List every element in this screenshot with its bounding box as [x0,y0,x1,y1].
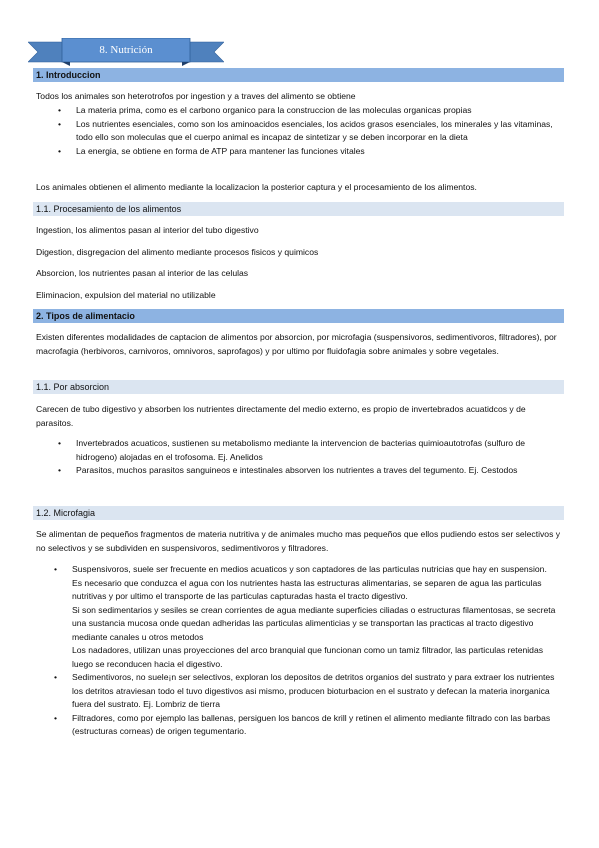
list-item: • La energia, se obtiene en forma de ATP para mantener las funciones vitales [58,145,564,159]
list-item: • Invertebrados acuaticos, sustienen su metabolismo mediante la intervencion de bacterias quimioautotrofas (sulfuro de hidrogeno) alojadas en el trofosoma. Ej. Anelidos [58,437,558,464]
ingestion-paragraph: Ingestion, los alimentos pasan al interior del tubo digestivo [36,225,259,235]
suspensivoros-nadadores-text: Los nadadores, utilizan unas proyecciones del arco branquial que funcionan como un tamiz filtrador, las particulas retenidas luego se reconducen hacia el digestivo. [72,645,544,669]
intro-paragraph: Todos los animales son heterotrofos por ingestion y a traves del alimento se obtiene [36,91,356,101]
section-heading-microfagia: 1.2. Microfagia [33,506,564,520]
section-heading-absorcion: 1.1. Por absorcion [33,380,564,394]
absorcion-bullet-list [58,437,558,478]
page-title: 8. Nutrición [99,44,153,56]
suspensivoros-sesiles-text: Si son sedimentarios y sesiles se crean corrientes de agua mediante superficies ciliadas o estructuras filamentosas, se secreta una sustancia mucosa onde quedan adheridas las particulas alimenticias y se transportan las practicas al tracto digestivo mediante canales u otros metodos [72,604,556,642]
absorcion-intro-paragraph: Carecen de tubo digestivo y absorben los nutrientes directamente del medio externo, es propio de invertebrados acuatidcos y de parasitos. [36,404,526,428]
list-item: • Los nutrientes esenciales, como son los aminoacidos esenciales, los acidos grasos esenciales, los minerales y las vitaminas, todo ello son moleculas que el cuerpo animal es incapaz de sintetizar y se deben incorporar en la dieta [58,118,564,145]
section-heading-procesamiento: 1.1. Procesamiento de los alimentos [33,202,564,216]
list-item: • Filtradores, como por ejemplo las ballenas, persiguen los bancos de krill y retinen el alimento mediante filtrado con las barbas (estructuras corneas) de origen tegumentario. [54,712,558,739]
digestion-paragraph: Digestion, disgregacion del alimento mediante procesos fisicos y quimicos [36,247,319,257]
section-heading-tipos: 2. Tipos de alimentacio [33,309,564,323]
list-item: • La materia prima, como es el carbono organico para la construccion de las moleculas organicas propias [58,104,564,118]
section-heading-introduccion: 1. Introduccion [33,68,564,82]
suspensivoros-text: • Suspensivoros, suele ser frecuente en medios acuaticos y son captadores de las particulas nutricias que hay en suspension. Es necesario que conduzca el agua con los nutrientes hasta las estructuras alimentarias, se separen de agua las particulas nutritivas y por ultimo el transporte de las particulas capturadas hasta el tracto digestivo. [72,564,547,601]
closing-paragraph: Los animales obtienen el alimento mediante la localizacion la posterior captura y el procesamiento de los alimentos. [36,182,477,192]
tipos-paragraph: Existen diferentes modalidades de captacion de alimentos por absorcion, por microfagia (suspensivoros, sedimentivoros, filtradores), por macrofagia (herbivoros, carnivoros, omnivoros, saprofagos) y por ultimo por fluidofagia sobre animales y sobre vegetales. [36,332,557,356]
intro-bullet-list [58,104,564,158]
list-item: • Parasitos, muchos parasitos sanguineos e intestinales absorven los nutrientes a traves del tegumento. Ej. Cestodos [58,464,558,478]
absorcion-paragraph: Absorcion, los nutrientes pasan al interior de las celulas [36,268,249,278]
list-item [54,563,558,671]
list-item: • Sedimentivoros, no suele¡n ser selectivos, exploran los depositos de detritos organios del sustrato y para extraer los nutrientes los detritos atraviesan todo el tuvo digestivos asi mismo, producen bioturbacion en el sustrato y defecan la materia inorganica fuera del sustrato. Ej. Lombriz de tierra [54,671,558,712]
microfagia-paragraph: Se alimentan de pequeños fragmentos de materia nutritiva y de animales mucho mas pequeños que ellos pudiendo estos ser selectivos y no selectivos y se subdividen en suspensivoros, sedimentivoros y filtradores. [36,529,561,553]
eliminacion-paragraph: Eliminacion, expulsion del material no utilizable [36,290,216,300]
microfagia-bullet-list [54,563,558,739]
